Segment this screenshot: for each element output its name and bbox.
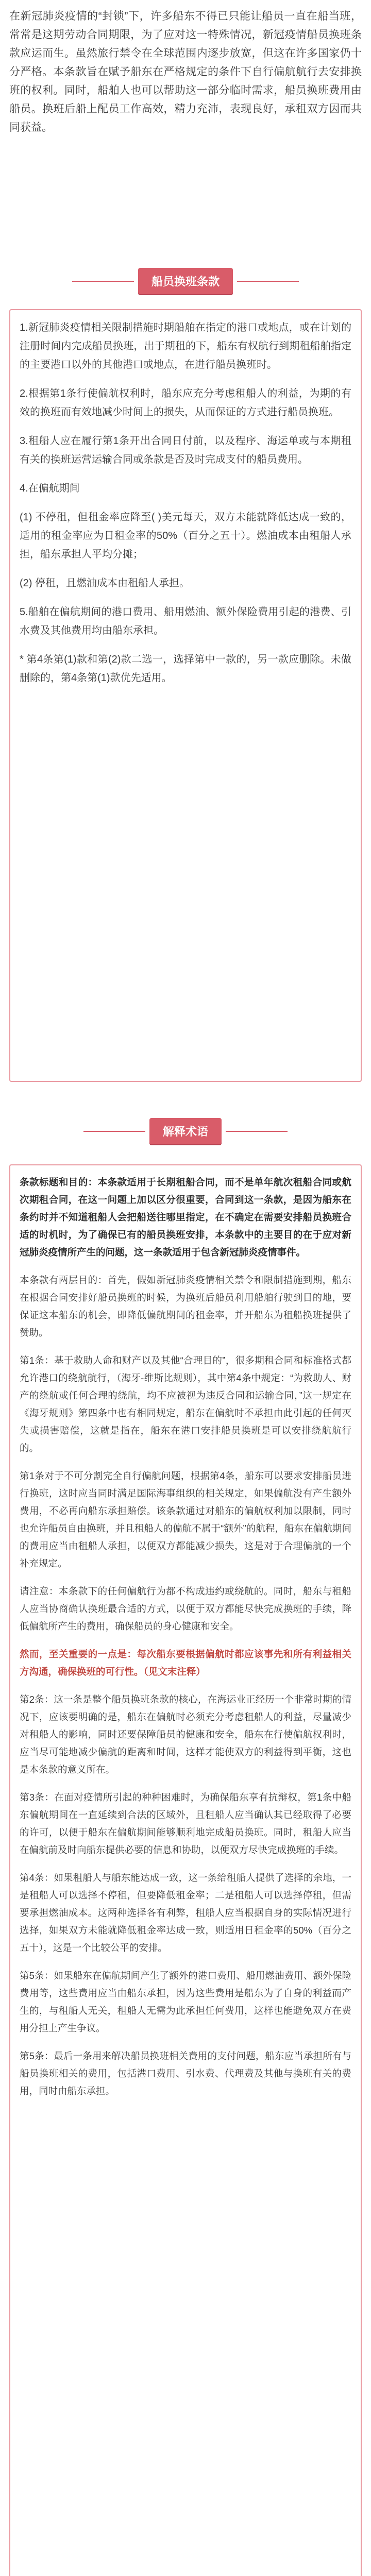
intro-paragraph: 在新冠肺炎疫情的“封锁”下，许多船东不得已只能让船员一直在船当班，常常是这期劳动合同期限，为了应对这一特殊情况，新冠疫情船员换班条款应运而生。虽然旅行禁令在全球范围内逐步放宽，但这在许多国家仍十分严格。本条款旨在赋予船东在严格规定的条件下自行偏航航行去安排换班的权利。同时，船舶人也可以帮助这一部分临时需求，船员换班费用由船员。换班后船上配员工作高效，精力充沛，表现良好，承租双方因而共同获益。 <box>9 10 362 133</box>
divider <box>83 1131 145 1132</box>
explain-two-purposes: 本条款有两层目的：首先，假如新冠肺炎疫情相关禁令和限制措施到期，船东在根据合同安排好船员换班的时候，为换班后船员利用船舶行驶到目的地，要保证这本船东的机会，即降低偏航期间的租金率，并开船东为租船换班提供了赞助。 <box>20 1275 351 1338</box>
explain-article-4: 第4条：如果租船人与船东能达成一致，这一条给租船人提供了选择的余地，一是租船人可以选择不停租，但要降低租金率；二是租船人可以选择停租，但需要承担燃油成本。这两种选择各有利弊，租船人应当根据自身的实际情况进行选择，如果双方未能就降低租金率达成一致，则适用日租金率的50%（百分之五十），这是一个比较公平的安排。 <box>20 1872 351 1953</box>
clause-4-1: (1) 不停租，但租金率应降至( )美元每天，双方未能就降低达成一致的，适用的租金率应为日租金率的50%（百分之五十）。燃油成本由租船人承担，船东承担人平均分摊； <box>20 512 351 560</box>
explain-article-5a: 第5条：如果船东在偏航期间产生了额外的港口费用、船用燃油费用、额外保险费用等，这些费用应当由船东承担，因为这些费用是船东为了自身的利益而产生的，与租船人无关，租船人无需为此承担任何费用，这样也能避免双方在费用分担上产生争议。 <box>20 1970 351 2033</box>
divider <box>226 1131 288 1132</box>
clause-1: 1.新冠肺炎疫情相关限制措施时期船舶在指定的港口或地点，或在计划的注册时间内完成船员换班，出于期租的下，船东有权航行到期租船舶指定的主要港口以外的其他港口或地点，在进行船员换班时。 <box>20 322 351 370</box>
clause-2: 2.根据第1条行使偏航权利时，船东应充分考虑租船人的利益，为期的有效的换班而有效地减少时间上的损失，从而保证的方式进行船员换班。 <box>20 388 351 418</box>
explain-article-1-cont: 第1条对于不可分割完全自行偏航问题，根据第4条，船东可以要求安排船员进行换班，这时应当同时满足国际海事组织的相关规定，如果偏航没有产生额外费用，不必再向船东承担赔偿。该条款通过对船东的偏航权利加以限制，同时也允许船员自由换班，并且租船人的偏航不属于“额外”的航程，船东在偏航期间的费用应当由租船人承担，以便双方都能减少损失，这是对于合理偏航的一个补充规定。 <box>20 1470 351 1569</box>
divider <box>72 281 134 282</box>
clause-note: * 第4条第(1)款和第(2)款二选一，选择第中一款的，另一款应删除。未做删除的，第4条第(1)款优先适用。 <box>20 654 351 684</box>
clause-4-2: (2) 停租，且燃油成本由租船人承担。 <box>20 578 190 589</box>
explain-title-purpose: 条款标题和目的：本条款适用于长期租船合同，而不是单年航次租船合同或航次期租合同，在这一问题上加以区分很重要，合同到这一条款，是因为船东在条约时并不知道租船人会把船送往哪里指定，在不确定在需要安排船员换班合适的时机时，为了确保已有的船员换班安排，本条款中的主要目的在于应对新冠肺炎疫情所产生的问题，这一条款适用于包含新冠肺炎疫情事件。 <box>20 1177 351 1258</box>
intro-block <box>9 7 362 137</box>
clause-4: 4.在偏航期间 <box>20 483 80 494</box>
explanation-card <box>9 1164 362 2576</box>
section-heading-explanation <box>0 1118 371 1144</box>
explain-article-2: 第2条：这一条是整个船员换班条款的核心，在海运业正经历一个非常时期的情况下，应该要明确的是，船东在偏航时必须充分考虑租船人的利益，尽量减少对租船人的影响，同时还要保障船员的健康和安全，船东在行使偏航权利时，应当尽可能地减少偏航的距离和时间，这样才能使双方的利益得到平衡，这也是本条款的意义所在。 <box>20 1694 351 1775</box>
section-title: 船员换班条款 <box>138 268 233 294</box>
explain-article-1: 第1条：基于救助人命和财产以及其他“合理目的”，很多期租合同和标准格式都允许港口的绕航航行，（海牙-维斯比规则），其中第4条中规定：“为救助人、财产的绕航或任何合理的绕航，均不应被视为违反合同和运输合同，”这一规定在《海牙规则》第四条中也有相同规定，船东在偏航时不承担由此引起的任何灭失或损害赔偿，这就是指在，船东在港口安排船员换班是可以安排绕航航行的。 <box>20 1355 351 1453</box>
section-heading-clause <box>0 268 371 294</box>
explain-note: 请注意：本条款下的任何偏航行为都不构成违约或绕航的。同时，船东与租船人应当协商确认换班最合适的方式，以便于双方都能尽快完成换班的手续，降低偏航所产生的费用，确保船员的身心健康和安全。 <box>20 1586 351 1632</box>
explain-key-point: 然而，至关重要的一点是：每次船东要根据偏航时都应该事先和所有利益相关方沟通，确保换班的可行性。（见文末注释） <box>20 1649 351 1677</box>
clause-5: 5.船舶在偏航期间的港口费用、船用燃油、额外保险费用引起的港费、引水费及其他费用均由船东承担。 <box>20 606 351 636</box>
clause-card <box>9 309 362 1082</box>
explain-article-3: 第3条：在面对疫情所引起的种种困难时，为确保船东享有抗辩权，第1条中船东偏航期间在一直延续到合法的区域外，且租船人应当确认其已经取得了必要的许可，以便于船东在偏航期间能够顺利地完成船员换班。同时，租船人应当在偏航前及时向船东提供必要的信息和协助，以便双方尽快完成换班的手续。 <box>20 1792 351 1855</box>
clause-3: 3.租船人应在履行第1条开出合同日付前，以及程序、海运单或与本期租有关的换班运营运输合同或条款是否及时完成支付的船员费用。 <box>20 435 351 465</box>
divider <box>237 281 299 282</box>
section-title: 解释术语 <box>149 1118 222 1144</box>
explain-article-5b: 第5条：最后一条用来解决船员换班相关费用的支付问题，船东应当承担所有与船员换班相关的费用，包括港口费用、引水费、代理费及其他与换班有关的费用，同时由船东承担。 <box>20 2050 351 2096</box>
